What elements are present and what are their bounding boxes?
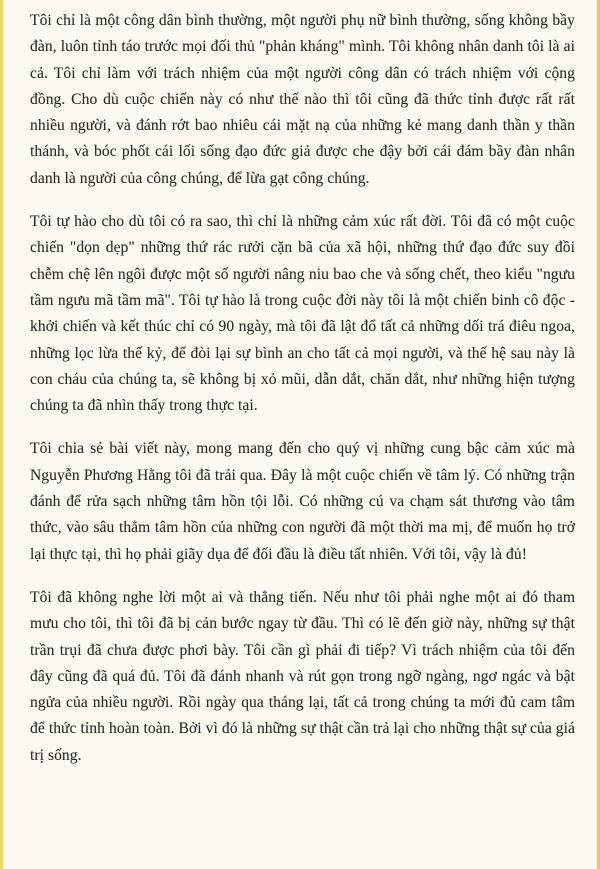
paragraph-2: Tôi tự hào cho dù tôi có ra sao, thì chỉ là những cảm xúc rất đời. Tôi đã có một cuộc chiến "dọn dẹp" những thứ rác rưởi cặn bã của xã hội, những thứ đạo đức suy đồi chễm chệ lên ngôi được một số người nâng niu bao che và sống chết, theo kiểu "ngưu tầm ngưu mã tầm mã". Tôi tự hào là trong cuộc đời này tôi là một chiến binh cô độc - khởi chiến và kết thúc chỉ có 90 ngày, mà tôi đã lật đổ tất cả những dối trá điêu ngoa, những lọc lừa thế kỷ, để đòi lại sự bình an cho tất cả mọi người, và thế hệ sau này là con cháu của chúng ta, sẽ không bị xỏ mũi, dẫn dắt, chăn dắt, như những hiện tượng chúng ta đã nhìn thấy trong thực tại. <box>30 213 575 415</box>
paragraph-4: Tôi đã không nghe lời một ai và thẳng tiến. Nếu như tôi phải nghe một ai đó tham mưu cho tôi, thì tôi đã bị cản bước ngay từ đầu. Thì có lẽ đến giờ này, những sự thật trần trụi đã chưa được phơi bày. Tôi cần gì phải đi tiếp? Vì trách nhiệm của tôi đến đây cũng đã quá đủ. Tôi đã đánh nhanh và rút gọn trong ngỡ ngàng, ngơ ngác và bật ngửa của nhiều người. Rồi ngày qua tháng lại, tất cả trong chúng ta mới đủ cam tâm để thức tỉnh hoàn toàn. Bởi vì đó là những sự thật cần trả lại cho những thật sự của giá trị sống. <box>30 588 575 764</box>
paragraph-3: Tôi chia sẻ bài viết này, mong mang đến cho quý vị những cung bậc cảm xúc mà Nguyễn Phương Hằng tôi đã trải qua. Đây là một cuộc chiến về tâm lý. Có những trận đánh để rửa sạch những tâm hồn tội lỗi. Có những cú va chạm sát thương vào tâm thức, vào sâu thẳm tâm hồn của những con người đã một thời ma mị, để muốn họ trở lại thực tại, thì họ phải giãy dụa để đối đầu là điều tất nhiên. Với tôi, vậy là đủ! <box>30 440 575 563</box>
paragraph-1: Tôi chỉ là một công dân bình thường, một người phụ nữ bình thường, sống không bầy đàn, luôn tỉnh táo trước mọi đối thủ "phản kháng" mình. Tôi không nhân danh tôi là ai cả. Tôi chỉ làm với trách nhiệm của một người công dân có trách nhiệm với cộng đồng. Cho dù cuộc chiến này có như thế nào thì tôi cũng đã thức tỉnh được rất rất nhiều người, và đánh rớt bao nhiêu cái mặt nạ của những kẻ mang danh thần y thần thánh, và bóc phốt cái lối sống đạo đức giả được che đậy bởi cái đám bầy đàn nhân danh là người của công chúng, để lừa gạt công chúng. <box>30 12 575 187</box>
